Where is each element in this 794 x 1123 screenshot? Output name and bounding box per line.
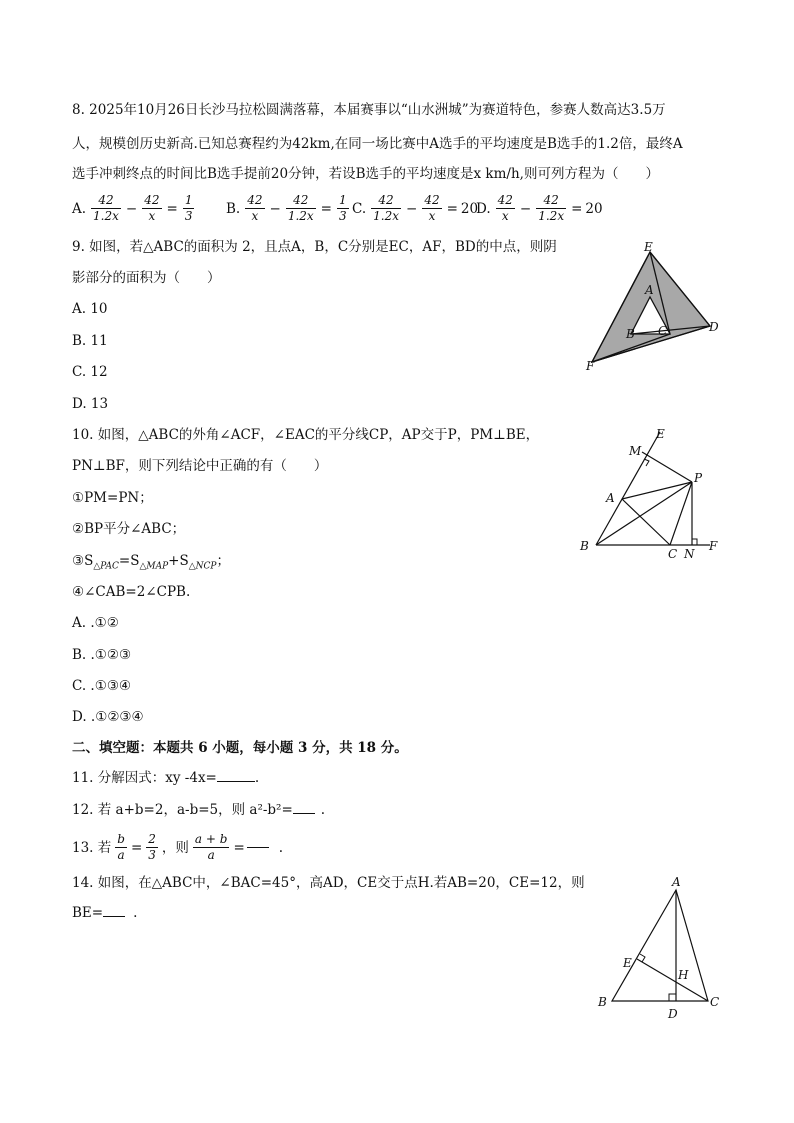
q10-label-f: F bbox=[709, 539, 718, 553]
q10-label-e: E bbox=[656, 427, 665, 441]
q11: 11. 分解因式：xy -4x= . bbox=[72, 770, 260, 786]
q8-option-a: A. $\frac{42}{1.2x}$ − $\frac{42}{x}$ = $\frac{1}{3}$ bbox=[72, 193, 193, 223]
q9-label-c: C bbox=[658, 324, 668, 338]
q10-label-b: B bbox=[580, 539, 589, 553]
q9-label-f: F bbox=[586, 359, 595, 373]
q9-label-d: D bbox=[709, 320, 719, 334]
q14-label-c: C bbox=[710, 995, 720, 1009]
q8-option-b: B. $\frac{42}{x}$ − $\frac{42}{1.2x}$ = $\frac{1}{3}$ bbox=[226, 193, 347, 223]
q10-statement-1: ①PM=PN； bbox=[72, 490, 153, 506]
q8-line-2: 人，规模创历史新高.已知总赛程约为42km,在同一场比赛中A选手的平均速度是B选手的1.2倍，最终A bbox=[72, 136, 683, 152]
q10-label-a: A bbox=[606, 491, 615, 505]
q10-option-d: D. .①②③④ bbox=[72, 709, 144, 725]
q10-option-c: C. .①③④ bbox=[72, 678, 132, 694]
q10-option-a: A. .①② bbox=[72, 615, 119, 631]
q8-line-1: 8. 2025年10月26日长沙马拉松圆满落幕，本届赛事以“山水洲城”为赛道特色，参赛人数高达3.5万 bbox=[72, 102, 666, 118]
q14-line-1: 14. 如图，在△ABC中，∠BAC=45°，高AD，CE交于点H.若AB=20，CE=12，则 bbox=[72, 875, 585, 891]
q14-label-e: E bbox=[623, 956, 632, 970]
q14-label-d: D bbox=[668, 1007, 678, 1021]
q10-line-2: PN⊥BF，则下列结论中正确的有（ ） bbox=[72, 458, 328, 474]
q9-option-c: C. 12 bbox=[72, 364, 108, 380]
q9-option-a: A. 10 bbox=[72, 301, 108, 317]
q14-figure bbox=[590, 870, 730, 1028]
q10-line-1: 10. 如图，△ABC的外角∠ACF，∠EAC的平分线CP，AP交于P，PM⊥BE， bbox=[72, 427, 540, 443]
q9-figure bbox=[580, 234, 730, 376]
q10-option-b: B. .①②③ bbox=[72, 647, 132, 663]
q14-label-a: A bbox=[672, 875, 681, 889]
section-2-heading: 二、填空题：本题共 6 小题，每小题 3 分，共 18 分。 bbox=[72, 740, 408, 756]
q9-line-2: 影部分的面积为（ ） bbox=[72, 270, 221, 286]
q9-option-b: B. 11 bbox=[72, 333, 108, 349]
q10-label-m: M bbox=[629, 444, 642, 458]
q13: 13. 若 $\frac{b}{a}$ = $\frac{2}{3}$ ，则 $\frac{a + b}{a}$ = . bbox=[72, 832, 284, 862]
q8-option-d: D. $\frac{42}{x}$ − $\frac{42}{1.2x}$ = 20 bbox=[476, 193, 603, 223]
q10-label-p: P bbox=[694, 471, 703, 485]
q10-figure bbox=[572, 424, 732, 566]
q9-label-e: E bbox=[644, 240, 653, 254]
q9-line-1: 9. 如图，若△ABC的面积为 2，且点A，B，C分别是EC，AF，BD的中点，则阴 bbox=[72, 239, 557, 255]
q9-label-b: B bbox=[626, 327, 635, 341]
q10-statement-3: $③S_{\triangle PAC}=S_{\triangle MAP}+S_{\triangle NCP}$； bbox=[72, 553, 230, 572]
q8-line-3: 选手冲刺终点的时间比B选手提前20分钟，若设B选手的平均速度是x km/h,则可列方程为（ ） bbox=[72, 166, 659, 182]
q14-line-2: BE= . bbox=[72, 905, 138, 921]
q10-label-c: C bbox=[668, 547, 678, 561]
q10-statement-4: ④∠CAB=2∠CPB. bbox=[72, 584, 191, 600]
q9-label-a: A bbox=[645, 283, 654, 297]
q8-option-c: C. $\frac{42}{1.2x}$ − $\frac{42}{x}$ = 20 bbox=[352, 193, 479, 223]
q10-statement-2: ②BP平分∠ABC； bbox=[72, 521, 186, 537]
q14-label-h: H bbox=[678, 968, 689, 982]
q14-label-b: B bbox=[598, 995, 607, 1009]
q12: 12. 若 a+b=2，a-b=5，则 a²-b²= . bbox=[72, 802, 326, 818]
q10-label-n: N bbox=[684, 547, 695, 561]
q9-option-d: D. 13 bbox=[72, 396, 109, 412]
